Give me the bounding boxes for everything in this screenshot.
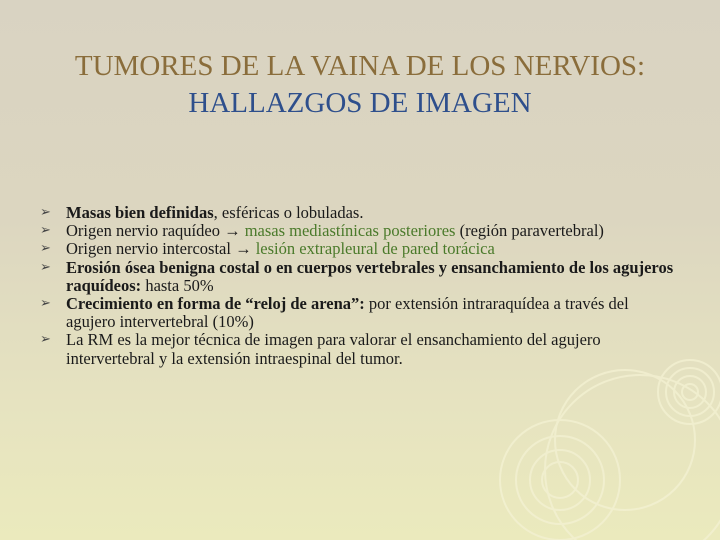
bullet-list <box>40 204 680 368</box>
arrowhead-bullet-icon: ➢ <box>40 223 51 239</box>
arrowhead-bullet-icon: ➢ <box>40 296 51 312</box>
bullet-item: ➢ Crecimiento en forma de “reloj de arena”: por extensión intraraquídea a través del agujero intervertebral (10%) <box>40 294 629 332</box>
arrowhead-bullet-icon: ➢ <box>40 241 51 257</box>
arrowhead-bullet-icon: ➢ <box>40 259 51 275</box>
bullet-item: ➢ Origen nervio intercostal → lesión extrapleural de pared torácica <box>40 239 495 259</box>
arrowhead-bullet-icon: ➢ <box>40 205 51 220</box>
title-part-2: HALLAZGOS DE IMAGEN <box>188 87 532 119</box>
bullet-item: ➢ Erosión ósea benigna costal o en cuerpos vertebrales y ensanchamiento de los agujeros raquídeos: hasta 50% <box>40 257 674 295</box>
arrowhead-bullet-icon: ➢ <box>40 332 51 348</box>
title-part-1: TUMORES DE LA VAINA DE LOS NERVIOS: <box>74 50 646 82</box>
slide-title <box>60 48 660 122</box>
bullet-item: ➢ Masas bien definidas, esféricas o lobuladas. <box>40 203 364 222</box>
bullet-item: ➢ La RM es la mejor técnica de imagen para valorar el ensanchamiento del agujero intervertebral y la extensión intraespinal del tumor. <box>40 330 601 368</box>
bullet-item: ➢ Origen nervio raquídeo → masas mediastínicas posteriores (región paravertebral) <box>40 221 604 241</box>
